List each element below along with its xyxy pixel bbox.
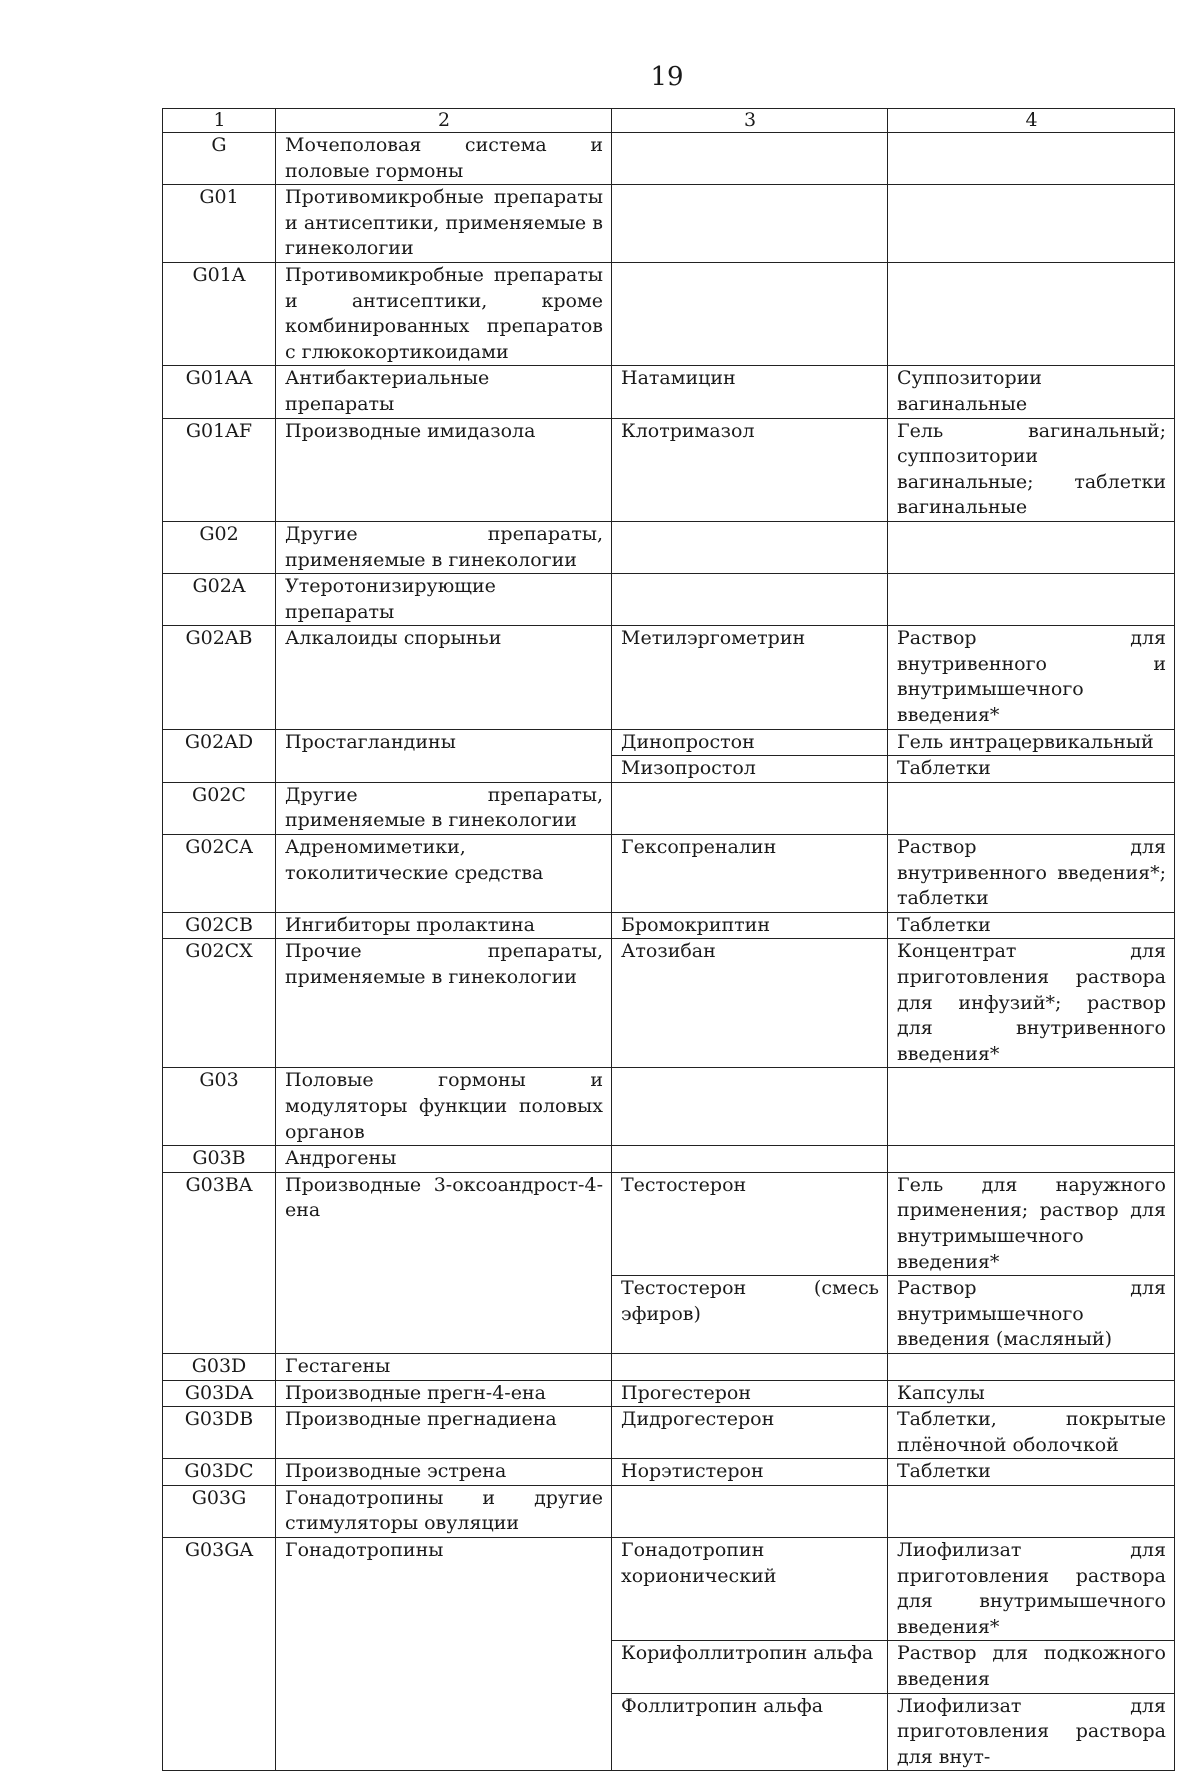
group-name-cell: Простагландины (276, 729, 612, 782)
group-name-cell: Андрогены (276, 1146, 612, 1173)
drug-classification-table (162, 108, 1175, 1771)
table-row (163, 1146, 1175, 1173)
drug-name-cell (612, 262, 888, 365)
atc-code-cell: G03DC (163, 1459, 276, 1486)
table-row (163, 574, 1175, 626)
dosage-form-cell: Гель интрацервикальный (888, 729, 1175, 756)
dosage-form-cell (888, 574, 1175, 626)
atc-code-cell: G02A (163, 574, 276, 626)
dosage-form-cell: Концентрат для приготовления раствора для инфузий*; раствор для внутривенного введения* (888, 939, 1175, 1068)
atc-code-cell: G02 (163, 521, 276, 573)
group-name-cell: Ингибиторы пролактина (276, 912, 612, 939)
atc-code-cell: G03G (163, 1485, 276, 1537)
table-row (163, 1407, 1175, 1459)
atc-code-cell: G02AD (163, 729, 276, 782)
atc-code-cell: G03GA (163, 1538, 276, 1771)
group-name-cell: Алкалоиды спорыньи (276, 626, 612, 729)
column-header-4: 4 (888, 109, 1175, 133)
dosage-form-cell: Раствор для внутримышечного введения (масляный) (888, 1276, 1175, 1354)
drug-name-cell: Мизопростол (612, 756, 888, 783)
atc-code-cell: G03 (163, 1068, 276, 1146)
drug-name-cell: Метилэргометрин (612, 626, 888, 729)
atc-code-cell: G01A (163, 262, 276, 365)
drug-name-cell (612, 782, 888, 834)
dosage-form-cell (888, 521, 1175, 573)
drug-name-cell: Тестостерон (612, 1172, 888, 1275)
table-row (163, 1172, 1175, 1275)
drug-name-cell: Дидрогестерон (612, 1407, 888, 1459)
drug-name-cell: Натамицин (612, 366, 888, 418)
table-row (163, 1459, 1175, 1486)
dosage-form-cell: Капсулы (888, 1380, 1175, 1407)
atc-code-cell: G03BA (163, 1172, 276, 1353)
table-row (163, 262, 1175, 365)
atc-code-cell: G02CX (163, 939, 276, 1068)
dosage-form-cell (888, 1485, 1175, 1537)
table-row (163, 1380, 1175, 1407)
group-name-cell: Прочие препараты, применяемые в гинекологии (276, 939, 612, 1068)
group-name-cell: Противомикробные препараты и антисептики, кроме комбинированных препаратов с глюкокортикоидами (276, 262, 612, 365)
table-row (163, 1538, 1175, 1641)
dosage-form-cell: Таблетки (888, 912, 1175, 939)
atc-code-cell: G (163, 133, 276, 185)
group-name-cell: Антибактериальные препараты (276, 366, 612, 418)
group-name-cell: Производные прегн-4-ена (276, 1380, 612, 1407)
drug-name-cell (612, 133, 888, 185)
group-name-cell: Производные 3-оксоандрост-4-ена (276, 1172, 612, 1353)
group-name-cell: Другие препараты, применяемые в гинекологии (276, 521, 612, 573)
group-name-cell: Гонадотропины и другие стимуляторы овуляции (276, 1485, 612, 1537)
atc-code-cell: G02C (163, 782, 276, 834)
atc-code-cell: G03B (163, 1146, 276, 1173)
group-name-cell: Противомикробные препараты и антисептики, применяемые в гинекологии (276, 185, 612, 263)
group-name-cell: Гонадотропины (276, 1538, 612, 1771)
dosage-form-cell: Таблетки (888, 756, 1175, 783)
drug-name-cell: Норэтистерон (612, 1459, 888, 1486)
table-row (163, 1068, 1175, 1146)
dosage-form-cell: Гель для наружного применения; раствор для внутримышечного введения* (888, 1172, 1175, 1275)
atc-code-cell: G02CB (163, 912, 276, 939)
dosage-form-cell (888, 1146, 1175, 1173)
column-header-1: 1 (163, 109, 276, 133)
table-row (163, 1485, 1175, 1537)
drug-name-cell (612, 521, 888, 573)
dosage-form-cell: Раствор для внутривенного и внутримышечного введения* (888, 626, 1175, 729)
dosage-form-cell: Раствор для подкожного введения (888, 1641, 1175, 1693)
drug-name-cell (612, 1068, 888, 1146)
page-number: 19 (650, 62, 684, 92)
table-row (163, 185, 1175, 263)
table-row (163, 729, 1175, 756)
group-name-cell: Производные эстрена (276, 1459, 612, 1486)
drug-name-cell: Атозибан (612, 939, 888, 1068)
dosage-form-cell: Лиофилизат для приготовления раствора для внут- (888, 1693, 1175, 1771)
drug-name-cell: Корифоллитропин альфа (612, 1641, 888, 1693)
atc-code-cell: G01AF (163, 418, 276, 521)
atc-code-cell: G03D (163, 1353, 276, 1380)
atc-code-cell: G02AB (163, 626, 276, 729)
dosage-form-cell: Раствор для внутривенного введения*; таблетки (888, 835, 1175, 913)
group-name-cell: Производные прегнадиена (276, 1407, 612, 1459)
drug-name-cell: Фоллитропин альфа (612, 1693, 888, 1771)
drug-name-cell: Тестостерон (смесь эфиров) (612, 1276, 888, 1354)
drug-name-cell (612, 185, 888, 263)
group-name-cell: Половые гормоны и модуляторы функции половых органов (276, 1068, 612, 1146)
dosage-form-cell (888, 262, 1175, 365)
column-header-3: 3 (612, 109, 888, 133)
atc-code-cell: G03DB (163, 1407, 276, 1459)
table-row (163, 1353, 1175, 1380)
group-name-cell: Мочеполовая система и половые гормоны (276, 133, 612, 185)
drug-name-cell: Динопростон (612, 729, 888, 756)
atc-code-cell: G01 (163, 185, 276, 263)
atc-code-cell: G02CA (163, 835, 276, 913)
group-name-cell: Другие препараты, применяемые в гинекологии (276, 782, 612, 834)
drug-name-cell (612, 1146, 888, 1173)
table-row (163, 521, 1175, 573)
dosage-form-cell: Таблетки (888, 1459, 1175, 1486)
group-name-cell: Адреномиметики, токолитические средства (276, 835, 612, 913)
dosage-form-cell (888, 1068, 1175, 1146)
table-header-row (163, 109, 1175, 133)
drug-name-cell (612, 1353, 888, 1380)
table-row (163, 133, 1175, 185)
atc-code-cell: G01AA (163, 366, 276, 418)
atc-code-cell: G03DA (163, 1380, 276, 1407)
dosage-form-cell: Лиофилизат для приготовления раствора для внутримышечного введения* (888, 1538, 1175, 1641)
dosage-form-cell (888, 1353, 1175, 1380)
table-row (163, 912, 1175, 939)
table-row (163, 626, 1175, 729)
table-row (163, 418, 1175, 521)
drug-name-cell: Прогестерон (612, 1380, 888, 1407)
drug-name-cell: Бромокриптин (612, 912, 888, 939)
dosage-form-cell (888, 133, 1175, 185)
dosage-form-cell (888, 185, 1175, 263)
column-header-2: 2 (276, 109, 612, 133)
dosage-form-cell: Суппозитории вагинальные (888, 366, 1175, 418)
table-row (163, 835, 1175, 913)
drug-name-cell: Клотримазол (612, 418, 888, 521)
table-row (163, 782, 1175, 834)
group-name-cell: Утеротонизирующие препараты (276, 574, 612, 626)
dosage-form-cell: Гель вагинальный; суппозитории вагинальные; таблетки вагинальные (888, 418, 1175, 521)
group-name-cell: Производные имидазола (276, 418, 612, 521)
dosage-form-cell: Таблетки, покрытые плёночной оболочкой (888, 1407, 1175, 1459)
drug-name-cell: Гонадотропин хорионический (612, 1538, 888, 1641)
drug-name-cell (612, 1485, 888, 1537)
table-row (163, 366, 1175, 418)
drug-name-cell: Гексопреналин (612, 835, 888, 913)
drug-name-cell (612, 574, 888, 626)
group-name-cell: Гестагены (276, 1353, 612, 1380)
dosage-form-cell (888, 782, 1175, 834)
table-row (163, 939, 1175, 1068)
